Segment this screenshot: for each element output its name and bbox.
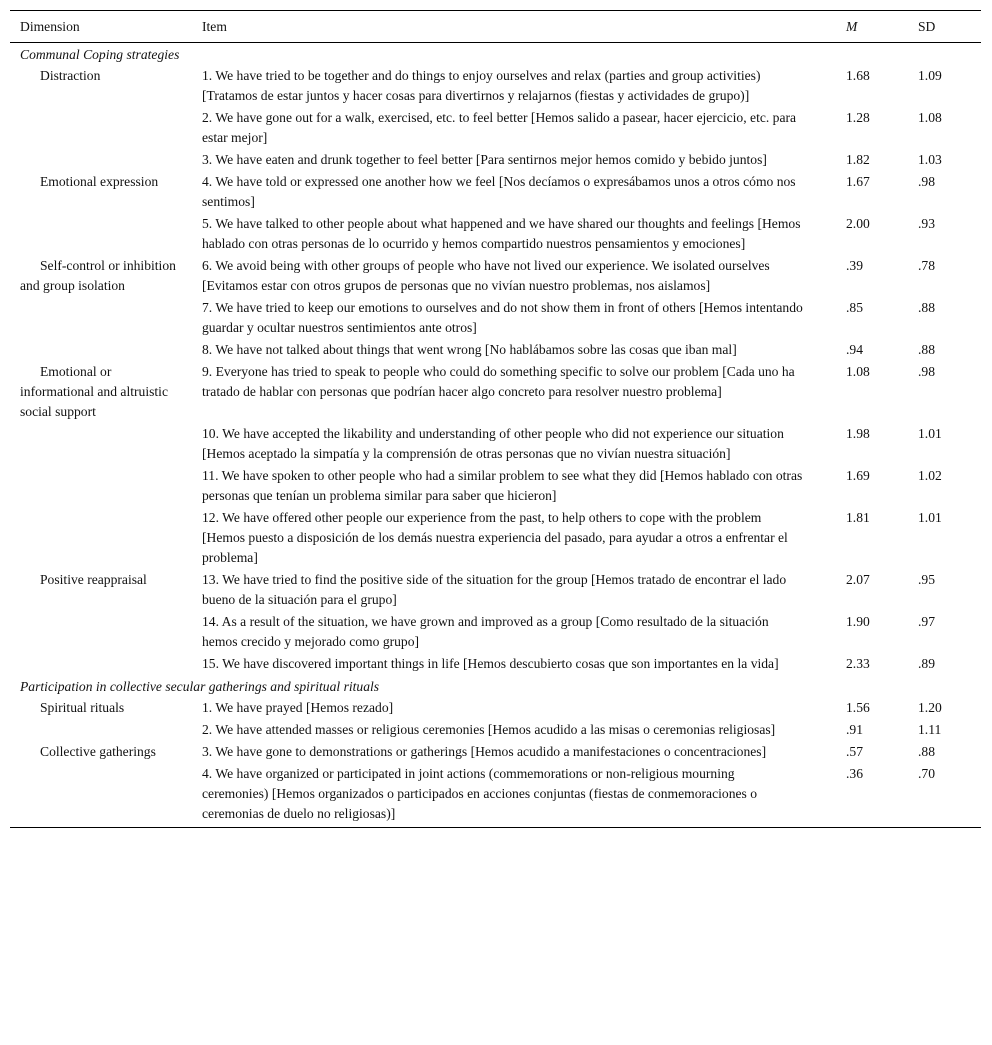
section-header-row xyxy=(10,675,981,697)
sd-cell: .88 xyxy=(918,342,935,357)
mean-cell: 1.28 xyxy=(846,110,870,125)
section-header-row xyxy=(10,43,981,66)
table-row xyxy=(10,697,981,719)
sd-cell: .89 xyxy=(918,656,935,671)
sd-cell: .98 xyxy=(918,174,935,189)
table-row xyxy=(10,741,981,763)
item-cell: 3. We have gone to demonstrations or gatherings [Hemos acudido a manifestaciones o concentraciones] xyxy=(202,744,767,759)
table-row xyxy=(10,653,981,675)
sd-cell: .88 xyxy=(918,744,935,759)
mean-cell: 1.67 xyxy=(846,174,870,189)
table-row xyxy=(10,171,981,213)
dimension-cell xyxy=(10,149,192,171)
dimension-cell: Distraction xyxy=(40,68,101,83)
sd-cell: 1.01 xyxy=(918,426,942,441)
sd-cell: 1.20 xyxy=(918,700,942,715)
dimension-cell: Self-control or inhibition and group isolation xyxy=(20,258,176,293)
mean-cell: 1.90 xyxy=(846,614,870,629)
item-cell: 2. We have gone out for a walk, exercised, etc. to feel better [Hemos salido a pasear, hacer ejercicio, etc. para estar mejor] xyxy=(202,110,797,145)
dimension-cell xyxy=(10,719,192,741)
mean-cell: 2.07 xyxy=(846,572,870,587)
item-cell: 4. We have told or expressed one another how we feel [Nos decíamos o expresábamos unos a otros cómo nos sentimos] xyxy=(202,174,796,209)
table-row xyxy=(10,611,981,653)
table-row xyxy=(10,255,981,297)
sd-cell: .70 xyxy=(908,763,981,828)
item-cell: 1. We have tried to be together and do things to enjoy ourselves and relax (parties and group activities) [Tratamos de estar juntos y hacer cosas para divertirnos y relajarnos (fiestas y actividades de grupo)] xyxy=(202,68,761,103)
dimension-cell xyxy=(10,465,192,507)
mean-cell: 2.33 xyxy=(846,656,870,671)
item-cell: 11. We have spoken to other people who had a similar problem to see what they did [Hemos hablado con otras personas que tenían un problema similar para saber que hicieron] xyxy=(202,468,803,503)
dimension-cell xyxy=(10,611,192,653)
mean-cell: .91 xyxy=(846,722,863,737)
mean-cell: .85 xyxy=(846,300,863,315)
table-row xyxy=(10,339,981,361)
sd-cell: 1.03 xyxy=(918,152,942,167)
header-sd: SD xyxy=(908,11,981,43)
sd-cell: .88 xyxy=(918,300,935,315)
table-row xyxy=(10,763,981,828)
table-body xyxy=(10,43,981,828)
item-cell: 9. Everyone has tried to speak to people who could do something specific to solve our problem [Cada uno ha tratado de hablar con personas que podrían hacer algo concreto para resolver nuestro problema] xyxy=(202,364,795,399)
header-mean: M xyxy=(836,11,908,43)
dimension-cell: Positive reappraisal xyxy=(40,572,147,587)
table-row xyxy=(10,361,981,423)
table-row xyxy=(10,149,981,171)
header-row xyxy=(10,11,981,43)
dimension-cell xyxy=(10,107,192,149)
item-cell: 2. We have attended masses or religious ceremonies [Hemos acudido a las misas o ceremonias religiosas] xyxy=(202,722,776,737)
sd-cell: 1.01 xyxy=(918,510,942,525)
sd-cell: 1.11 xyxy=(918,722,942,737)
item-cell: 5. We have talked to other people about what happened and we have shared our thoughts and feelings [Hemos hablado con otras personas de lo ocurrido y hemos compartido nuestros pensamientos y emociones] xyxy=(202,216,801,251)
dimension-cell: Collective gatherings xyxy=(40,744,156,759)
sd-cell: 1.09 xyxy=(918,68,942,83)
header-dimension: Dimension xyxy=(10,11,192,43)
table-row xyxy=(10,507,981,569)
table-row xyxy=(10,65,981,107)
table-row xyxy=(10,569,981,611)
sd-cell: 1.08 xyxy=(918,110,942,125)
item-cell: 1. We have prayed [Hemos rezado] xyxy=(202,700,394,715)
sd-cell: .93 xyxy=(918,216,935,231)
sd-cell: .97 xyxy=(918,614,935,629)
mean-cell: 2.00 xyxy=(846,216,870,231)
sd-cell: 1.02 xyxy=(918,468,942,483)
table-row xyxy=(10,719,981,741)
item-cell: 12. We have offered other people our experience from the past, to help others to cope with the problem [Hemos puesto a disposición de los demás nuestra experiencia del pasado, para ayudar a otros a enfrentar el problema] xyxy=(202,510,788,565)
item-cell: 8. We have not talked about things that went wrong [No hablábamos sobre las cosas que iban mal] xyxy=(202,342,737,357)
mean-cell: .39 xyxy=(846,258,863,273)
table-header xyxy=(10,11,981,43)
mean-cell: 1.81 xyxy=(846,510,870,525)
dimension-cell xyxy=(10,297,192,339)
dimension-cell xyxy=(10,763,192,828)
item-cell: 6. We avoid being with other groups of people who have not lived our experience. We isolated ourselves [Evitamos estar con otros grupos de personas que no vivían nuestro problemas, nos aislamos] xyxy=(202,258,770,293)
mean-cell: .57 xyxy=(846,744,863,759)
mean-cell: 1.98 xyxy=(846,426,870,441)
dimension-cell: Emotional or informational and altruistic social support xyxy=(20,364,168,419)
dimension-cell xyxy=(10,213,192,255)
mean-cell: 1.56 xyxy=(846,700,870,715)
dimension-cell xyxy=(10,507,192,569)
table-row xyxy=(10,423,981,465)
item-cell: 4. We have organized or participated in joint actions (commemorations or non-religious mourning ceremonies) [Hemos organizados o participados en acciones conjuntas (fiestas de conmemoraciones o ceremonias de duelo no religiosas)] xyxy=(192,763,836,828)
section-title: Participation in collective secular gatherings and spiritual rituals xyxy=(20,679,380,694)
header-item: Item xyxy=(192,11,836,43)
sd-cell: .78 xyxy=(918,258,935,273)
table-row xyxy=(10,465,981,507)
mean-cell: 1.82 xyxy=(846,152,870,167)
dimension-cell xyxy=(10,423,192,465)
item-cell: 3. We have eaten and drunk together to feel better [Para sentirnos mejor hemos comido y bebido juntos] xyxy=(202,152,767,167)
item-cell: 7. We have tried to keep our emotions to ourselves and do not show them in front of others [Hemos intentando guardar y ocultar nuestros sentimientos ante otros] xyxy=(202,300,803,335)
mean-cell: .36 xyxy=(836,763,908,828)
mean-cell: 1.68 xyxy=(846,68,870,83)
item-cell: 10. We have accepted the likability and understanding of other people who did not experience our situation [Hemos aceptado la simpatía y la comprensión de otras personas que no vivían nuestra situación] xyxy=(202,426,784,461)
dimension-cell xyxy=(10,339,192,361)
mean-cell: .94 xyxy=(846,342,863,357)
dimension-cell xyxy=(10,653,192,675)
sd-cell: .95 xyxy=(918,572,935,587)
item-cell: 13. We have tried to find the positive side of the situation for the group [Hemos tratado de encontrar el lado bueno de la situación para el grupo] xyxy=(202,572,787,607)
dimension-cell: Spiritual rituals xyxy=(40,700,125,715)
coping-table-container xyxy=(10,10,981,828)
sd-cell: .98 xyxy=(918,364,935,379)
item-cell: 15. We have discovered important things in life [Hemos descubierto cosas que son importantes en la vida] xyxy=(202,656,779,671)
table-row xyxy=(10,297,981,339)
mean-cell: 1.69 xyxy=(846,468,870,483)
mean-cell: 1.08 xyxy=(846,364,870,379)
table-row xyxy=(10,213,981,255)
dimension-cell: Emotional expression xyxy=(40,174,159,189)
table-row xyxy=(10,107,981,149)
coping-strategies-table xyxy=(10,10,981,828)
section-title: Communal Coping strategies xyxy=(20,47,180,62)
item-cell: 14. As a result of the situation, we have grown and improved as a group [Como resultado de la situación hemos crecido y mejorado como grupo] xyxy=(202,614,769,649)
